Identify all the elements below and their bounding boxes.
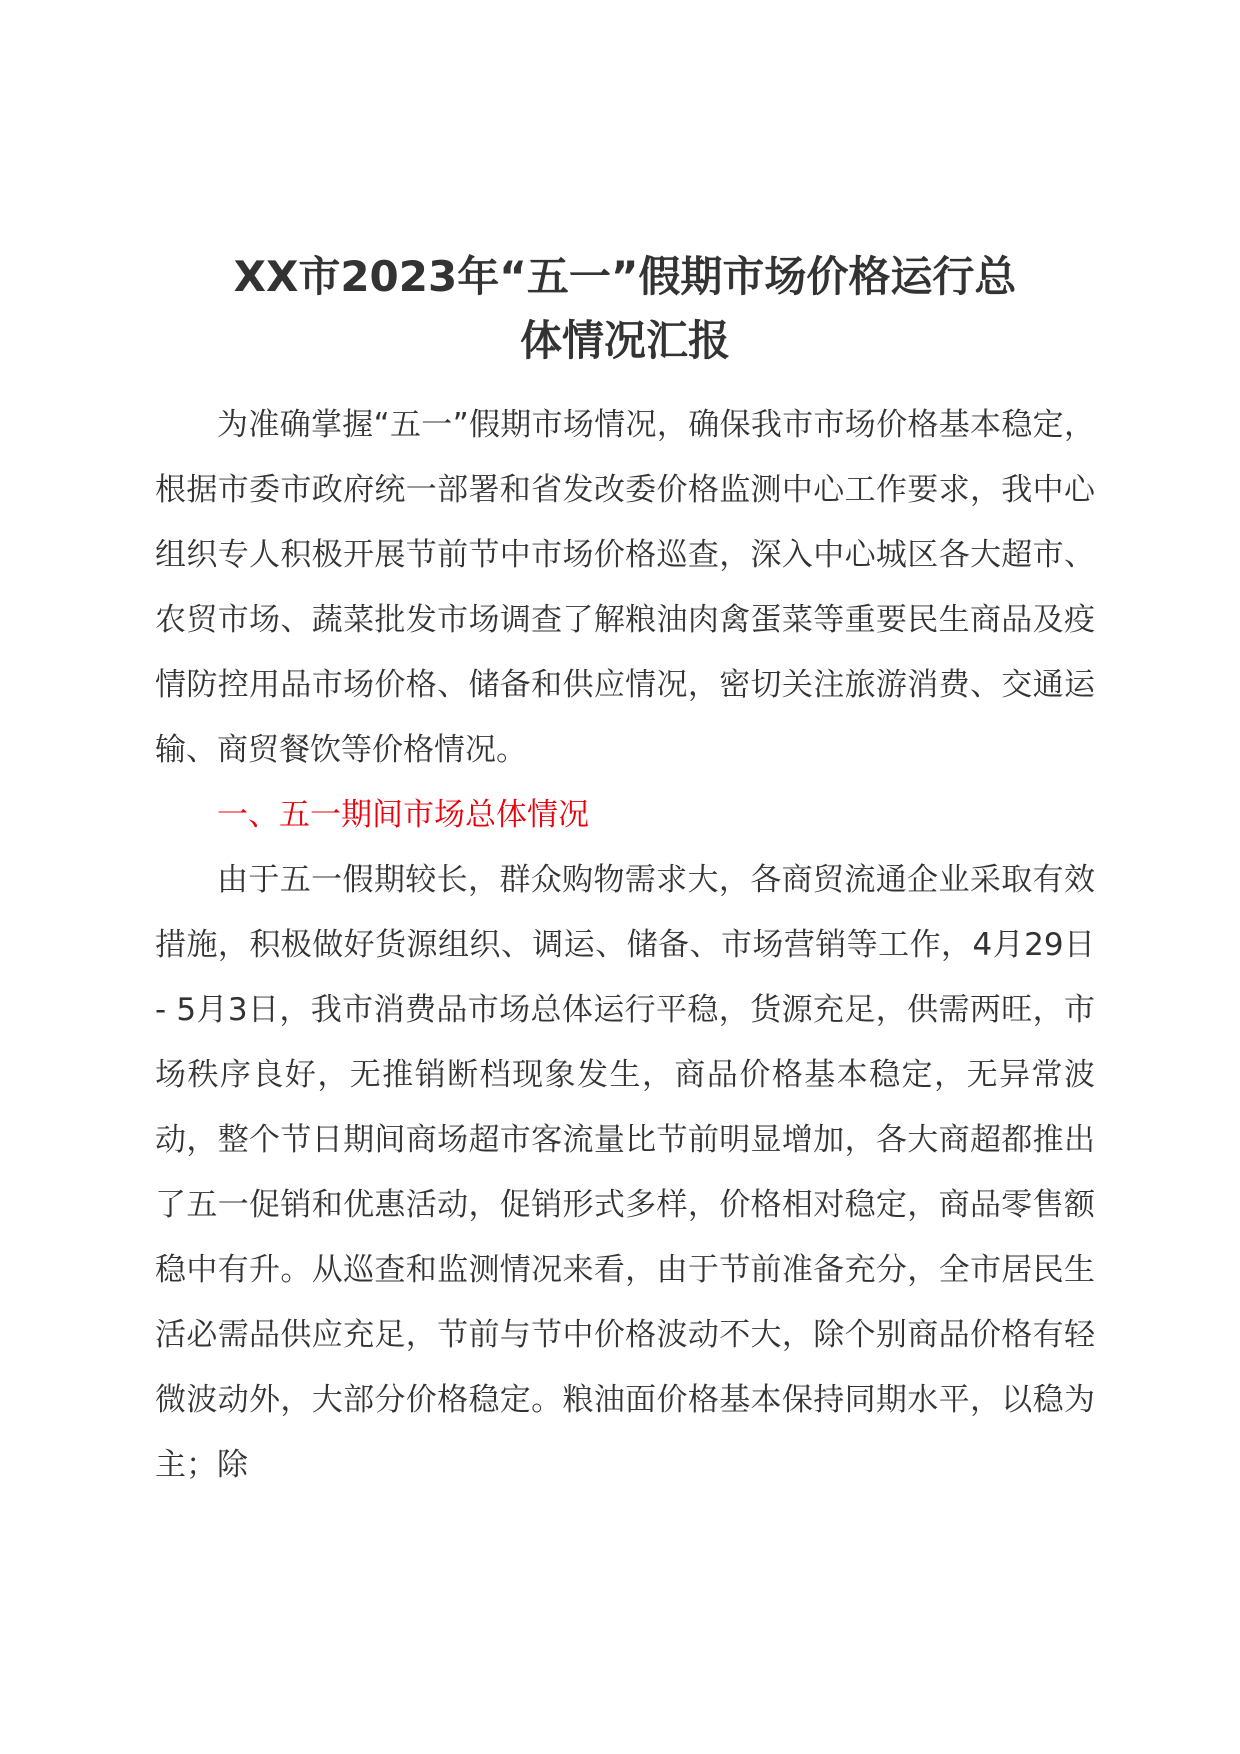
document-page: [155, 245, 1095, 1498]
document-title: [155, 245, 1095, 373]
section-1-paragraph: 由于五一假期较长，群众购物需求大，各商贸流通企业采取有效措施，积极做好货源组织、调运、储备、市场营销等工作，4月29日 - 5月3日，我市消费品市场总体运行平稳，货源充足，供需两旺，市场秩序良好，无推销断档现象发生，商品价格基本稳定，无异常波动，整个节日期间商场超市客流量比节前明显增加，各大商超都推出了五一促销和优惠活动，促销形式多样，价格相对稳定，商品零售额稳中有升。从巡查和监测情况来看，由于节前准备充分，全市居民生活必需品供应充足，节前与节中价格波动不大，除个别商品价格有轻微波动外，大部分价格稳定。粮油面价格基本保持同期水平，以稳为主；除: [155, 862, 1095, 1483]
title-line-2: 体情况汇报: [519, 316, 730, 365]
intro-paragraph: 为准确掌握“五一”假期市场情况，确保我市市场价格基本稳定，根据市委市政府统一部署和省发改委价格监测中心工作要求，我中心组织专人积极开展节前节中市场价格巡查，深入中心城区各大超市、农贸市场、蔬菜批发市场调查了解粮油肉禽蛋菜等重要民生商品及疫情防控用品市场价格、储备和供应情况，密切关注旅游消费、交通运输、商贸餐饮等价格情况。: [155, 407, 1095, 768]
title-line-1: XX市2023年“五一”假期市场价格运行总: [233, 252, 1017, 301]
section-1-heading: 一、五一期间市场总体情况: [217, 797, 589, 833]
